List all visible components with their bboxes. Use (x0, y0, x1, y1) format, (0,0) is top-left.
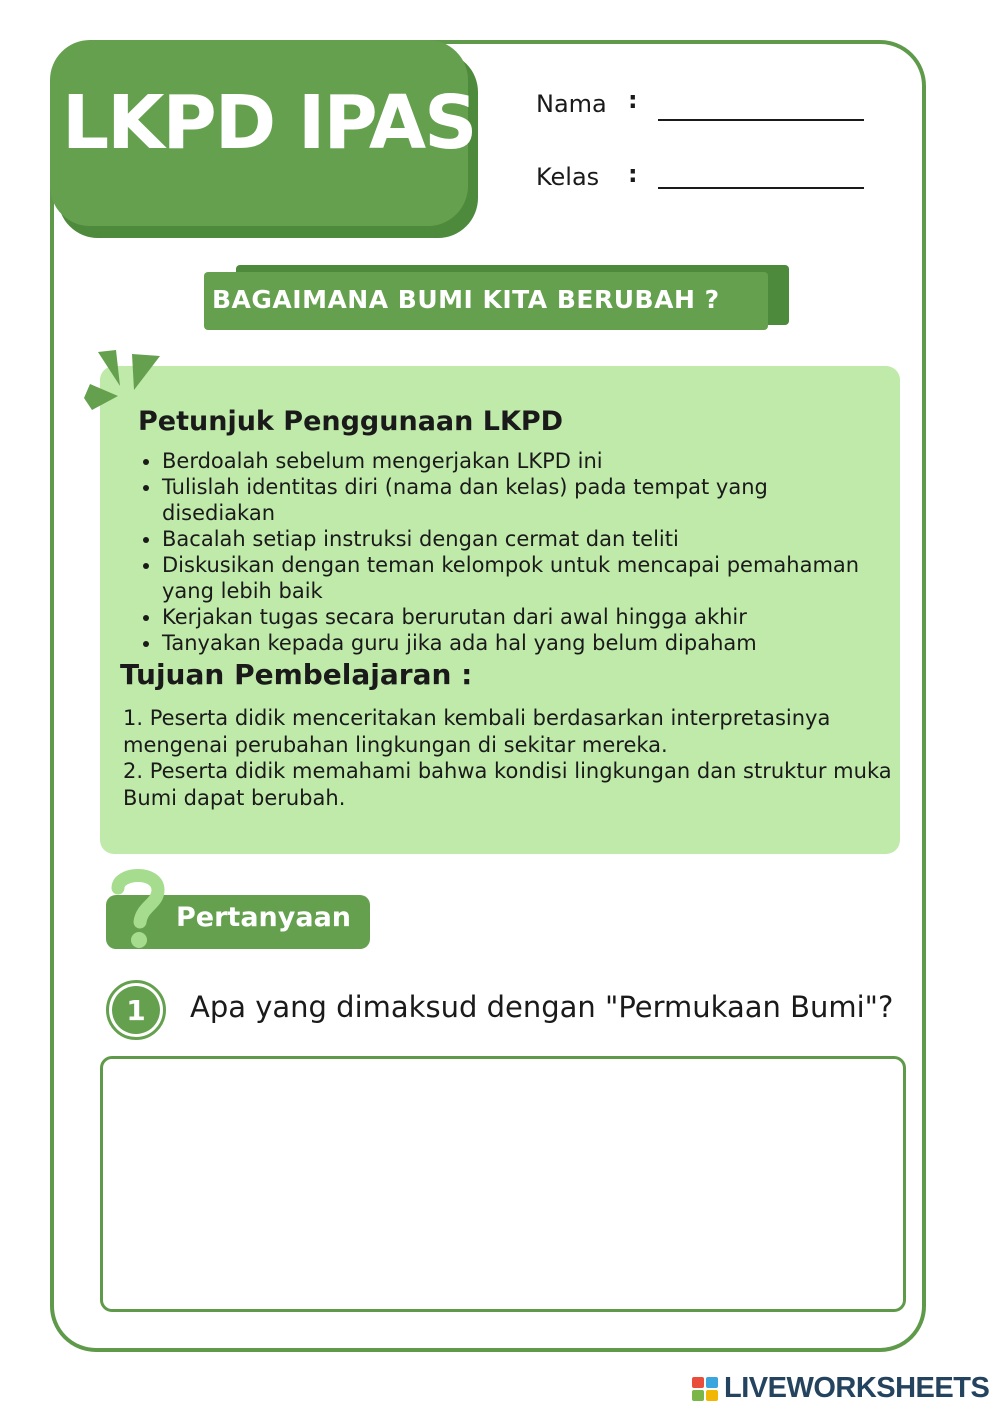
kelas-label: Kelas (536, 163, 600, 191)
liveworksheets-brand (692, 1372, 989, 1405)
brand-name: LIVEWORKSHEETS (724, 1372, 990, 1404)
list-item: • Tulislah identitas diri (nama dan kelas) pada tempat yang disediakan (162, 474, 882, 526)
tujuan-title: Tujuan Pembelajaran : (120, 658, 473, 691)
nama-field[interactable] (658, 119, 864, 121)
petunjuk-title: Petunjuk Penggunaan LKPD (138, 406, 564, 437)
liveworksheets-logo-icon (692, 1377, 718, 1401)
kelas-colon: : (628, 160, 638, 188)
tujuan-point: 2. Peserta didik memahami bahwa kondisi lingkungan dan struktur muka Bumi dapat berubah. (123, 759, 892, 810)
pertanyaan-label: Pertanyaan (176, 902, 352, 933)
question-number-value: 1 (112, 986, 160, 1034)
list-item: • Tanyakan kepada guru jika ada hal yang belum dipaham (162, 630, 882, 656)
kelas-field[interactable] (658, 187, 864, 189)
page-title: LKPD IPAS (62, 80, 476, 166)
list-item: • Kerjakan tugas secara berurutan dari awal hingga akhir (162, 604, 882, 630)
question-number (106, 980, 166, 1040)
tujuan-text (123, 705, 893, 811)
list-item: • Diskusikan dengan teman kelompok untuk mencapai pemahaman yang lebih baik (162, 552, 882, 604)
nama-colon: : (628, 86, 638, 114)
answer-input[interactable] (100, 1056, 906, 1312)
tujuan-point: 1. Peserta didik menceritakan kembali berdasarkan interpretasinya mengenai perubahan lingkungan di sekitar mereka. (123, 706, 831, 757)
question-text: Apa yang dimaksud dengan "Permukaan Bumi"? (190, 990, 894, 1024)
list-item: • Bacalah setiap instruksi dengan cermat dan teliti (162, 526, 882, 552)
question-mark-icon (108, 866, 168, 952)
list-item: • Berdoalah sebelum mengerjakan LKPD ini (162, 448, 882, 474)
nama-label: Nama (536, 90, 607, 118)
topic-title: BAGAIMANA BUMI KITA BERUBAH ? (212, 285, 720, 314)
petunjuk-list (130, 448, 882, 656)
